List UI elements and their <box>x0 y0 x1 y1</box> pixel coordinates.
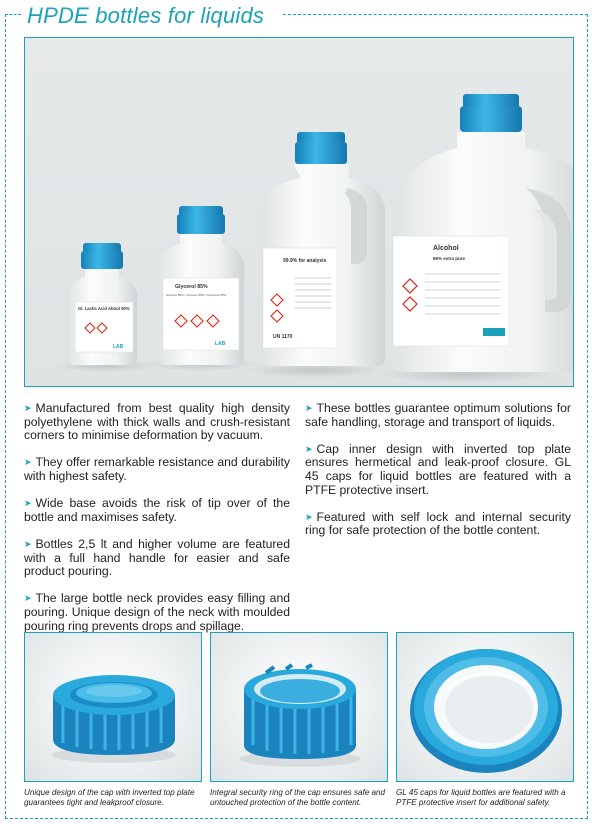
bottles-photo <box>24 37 574 387</box>
bottle-xlarge-sublabel: 96% extra pure <box>433 256 466 261</box>
frame-top <box>283 14 588 15</box>
bottle-xlarge-label: Alcohol <box>433 245 459 252</box>
arrow-icon: ➤ <box>24 538 32 549</box>
feature-item: ➤ Cap inner design with inverted top plate ensures hermetical and leak-proof closure. GL 45 caps for liquid bottles are featured with a PTFE protective insert. <box>305 441 571 497</box>
feature-item: ➤ Wide base avoids the risk of tip over of the bottle and maximises safety. <box>24 496 290 524</box>
features-right-column <box>305 402 571 552</box>
bottle-large <box>261 132 385 366</box>
frame-top-left <box>5 14 21 15</box>
feature-item: ➤ They offer remarkable resistance and durability with highest safety. <box>24 455 290 483</box>
arrow-icon: ➤ <box>305 511 313 522</box>
cap-photo-ptfe-insert <box>396 632 574 782</box>
arrow-icon: ➤ <box>24 593 32 604</box>
caption-security-ring: Integral security ring of the cap ensures safe and untouched protection of the bottle content. <box>210 788 386 807</box>
cap-photos <box>24 632 574 782</box>
caption-ptfe-insert: GL 45 caps for liquid bottles are featured with a PTFE protective insert for additional safety. <box>396 788 566 807</box>
arrow-icon: ➤ <box>24 403 32 413</box>
feature-item: ➤ Manufactured from best quality high density polyethylene with thick walls and crush-resistant corners to minimise deformation by vacuum. <box>24 401 290 443</box>
bottle-medium-label: Glycerol 85% <box>175 284 208 290</box>
cap-inverted-top-image <box>25 633 202 782</box>
bottles-illustration <box>25 38 574 387</box>
bottle-medium-sublabel: Glycerol 85% / Glycerin 85% / Glycerine 85% <box>166 293 227 297</box>
arrow-icon: ➤ <box>305 443 313 454</box>
bottle-medium-brand: LAB <box>215 341 226 347</box>
bottle-medium <box>158 206 244 365</box>
caption-cap-top: Unique design of the cap with inverted top plate guarantees tight and leakproof closure. <box>24 788 195 807</box>
bottle-xlarge <box>393 94 574 372</box>
cap-ptfe-insert-image <box>397 633 574 782</box>
cap-photo-security-ring <box>210 632 388 782</box>
bottle-large-un-code: UN 1170 <box>273 334 293 340</box>
features-left-column <box>24 402 290 647</box>
cap-security-ring-image <box>211 633 388 782</box>
feature-item: ➤ Featured with self lock and internal security ring for safe protection of the bottle content. <box>305 509 571 538</box>
bottle-large-label: 99.9% for analysis <box>283 258 327 264</box>
feature-item: ➤ The large bottle neck provides easy filling and pouring. Unique design of the neck with moulded pouring ring prevents drops and spillage. <box>24 591 290 633</box>
bottle-small-label: Gl. Lactic Acid About 90% <box>78 306 130 311</box>
feature-item: ➤ These bottles guarantee optimum solutions for safe handling, storage and transport of liquids. <box>305 401 571 429</box>
arrow-icon: ➤ <box>24 498 32 509</box>
arrow-icon: ➤ <box>24 457 32 468</box>
feature-item: ➤ Bottles 2,5 lt and higher volume are featured with a full hand handle for easier and safe product pouring. <box>24 536 290 579</box>
page-title: HPDE bottles for liquids <box>24 3 267 29</box>
bottle-small <box>67 243 137 365</box>
arrow-icon: ➤ <box>305 403 313 413</box>
cap-photo-top <box>24 632 202 782</box>
bottle-small-brand: LAB <box>113 344 124 350</box>
